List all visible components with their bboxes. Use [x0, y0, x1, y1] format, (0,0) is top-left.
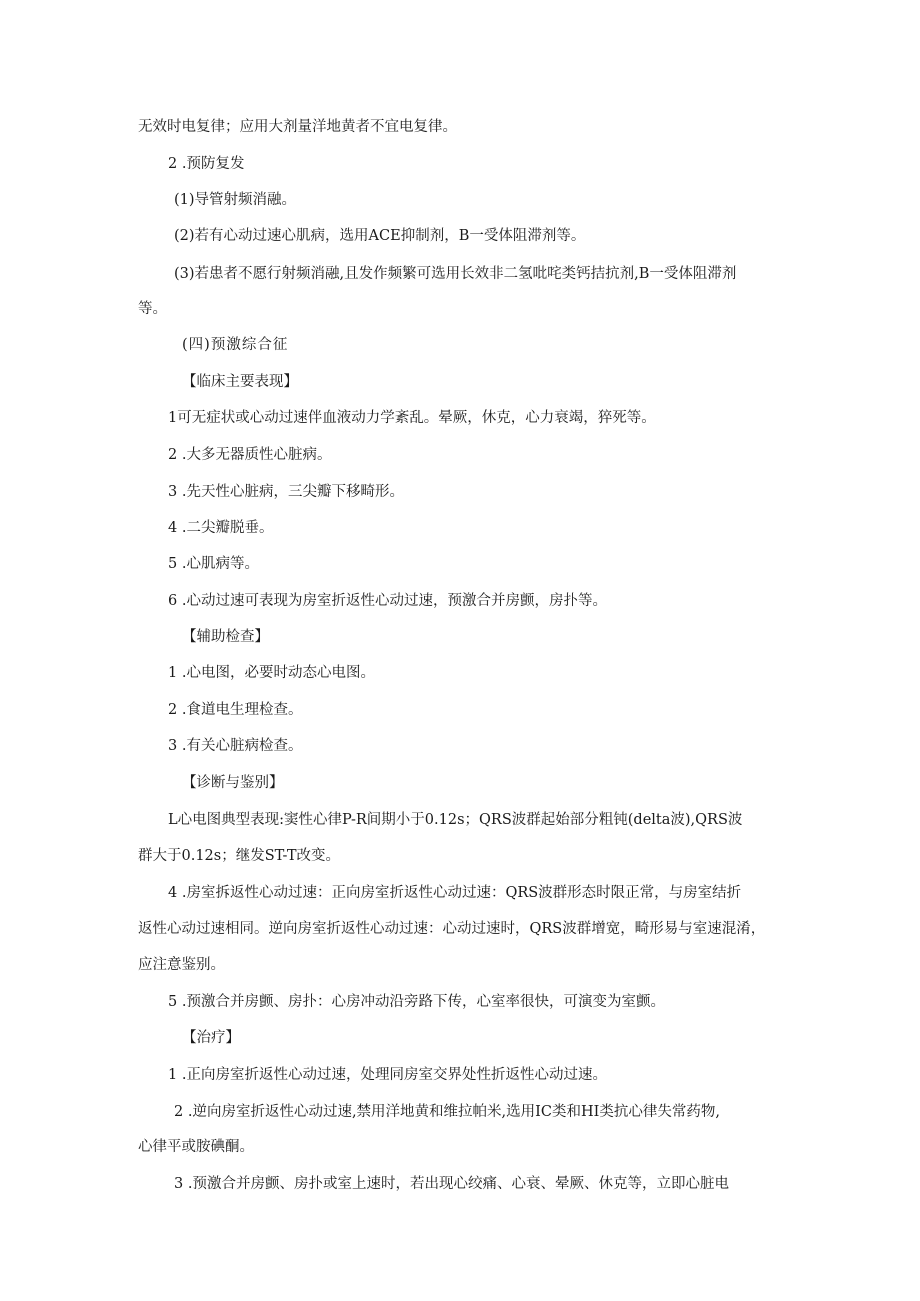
list-item: 3 .预激合并房颤、房扑或室上速时，若出现心绞痛、心衰、晕厥、休克等，立即心脏电 — [174, 1176, 729, 1192]
text-line: 心律平或胺碘酮。 — [138, 1139, 254, 1155]
text-line: 群大于0.12s；继发ST-T改变。 — [138, 848, 341, 864]
list-item: 5 .心肌病等。 — [168, 556, 259, 572]
list-item: 1 .正向房室折返性心动过速，处理同房室交界处性折返性心动过速。 — [168, 1067, 607, 1083]
text-line: (3)若患者不愿行射频消融,且发作频繁可选用长效非二氢吡咤类钙拮抗剂,B一受体阻滞剂 — [174, 266, 737, 282]
section-title: (四)预激综合征 — [182, 337, 289, 353]
list-item: 2 .逆向房室折返性心动过速,禁用洋地黄和维拉帕米,选用IC类和HI类抗心律失常药物, — [174, 1104, 720, 1120]
text-line: (1)导管射频消融。 — [174, 192, 297, 208]
text-line: 应注意鉴别。 — [138, 957, 225, 973]
list-item: 1 .心电图，必要时动态心电图。 — [168, 665, 375, 681]
list-item: 1可无症状或心动过速伴血液动力学紊乱。晕厥，休克，心力衰竭，猝死等。 — [168, 410, 656, 426]
section-heading: 【辅助检查】 — [182, 629, 269, 645]
list-item: 3 .有关心脏病检查。 — [168, 738, 303, 754]
list-item: 6 .心动过速可表现为房室折返性心动过速，预激合并房颤，房扑等。 — [168, 593, 607, 609]
list-item: 4 .二尖瓣脱垂。 — [168, 520, 274, 536]
list-item: 4 .房室拆返性心动过速：正向房室折返性心动过速：QRS波群形态时限正常，与房室结折 — [168, 885, 742, 901]
section-heading: 【治疗】 — [182, 1030, 240, 1046]
list-item: 2 .大多无器质性心脏病。 — [168, 447, 332, 463]
list-item: L心电图典型表现:窦性心律P-R间期小于0.12s；QRS波群起始部分粗钝(delta波),QRS波 — [168, 812, 743, 828]
text-line: 返性心动过速相同。逆向房室折返性心动过速：心动过速时，QRS波群增宽，畸形易与室速混淆， — [138, 921, 766, 937]
section-heading: 【临床主要表现】 — [182, 374, 298, 390]
list-item: 2 .食道电生理检查。 — [168, 702, 303, 718]
section-heading: 【诊断与鉴别】 — [182, 775, 284, 791]
text-line: 无效时电复律；应用大剂量洋地黄者不宜电复律。 — [138, 119, 457, 135]
text-line: 等。 — [138, 301, 167, 317]
text-line: (2)若有心动过速心肌病，选用ACE抑制剂，B一受体阻滞剂等。 — [174, 228, 586, 244]
list-item: 3 .先天性心脏病，三尖瓣下移畸形。 — [168, 484, 404, 500]
subheading: 2 .预防复发 — [168, 156, 245, 172]
list-item: 5 .预激合并房颤、房扑：心房冲动沿旁路下传，心室率很快，可演变为室颤。 — [168, 994, 665, 1010]
